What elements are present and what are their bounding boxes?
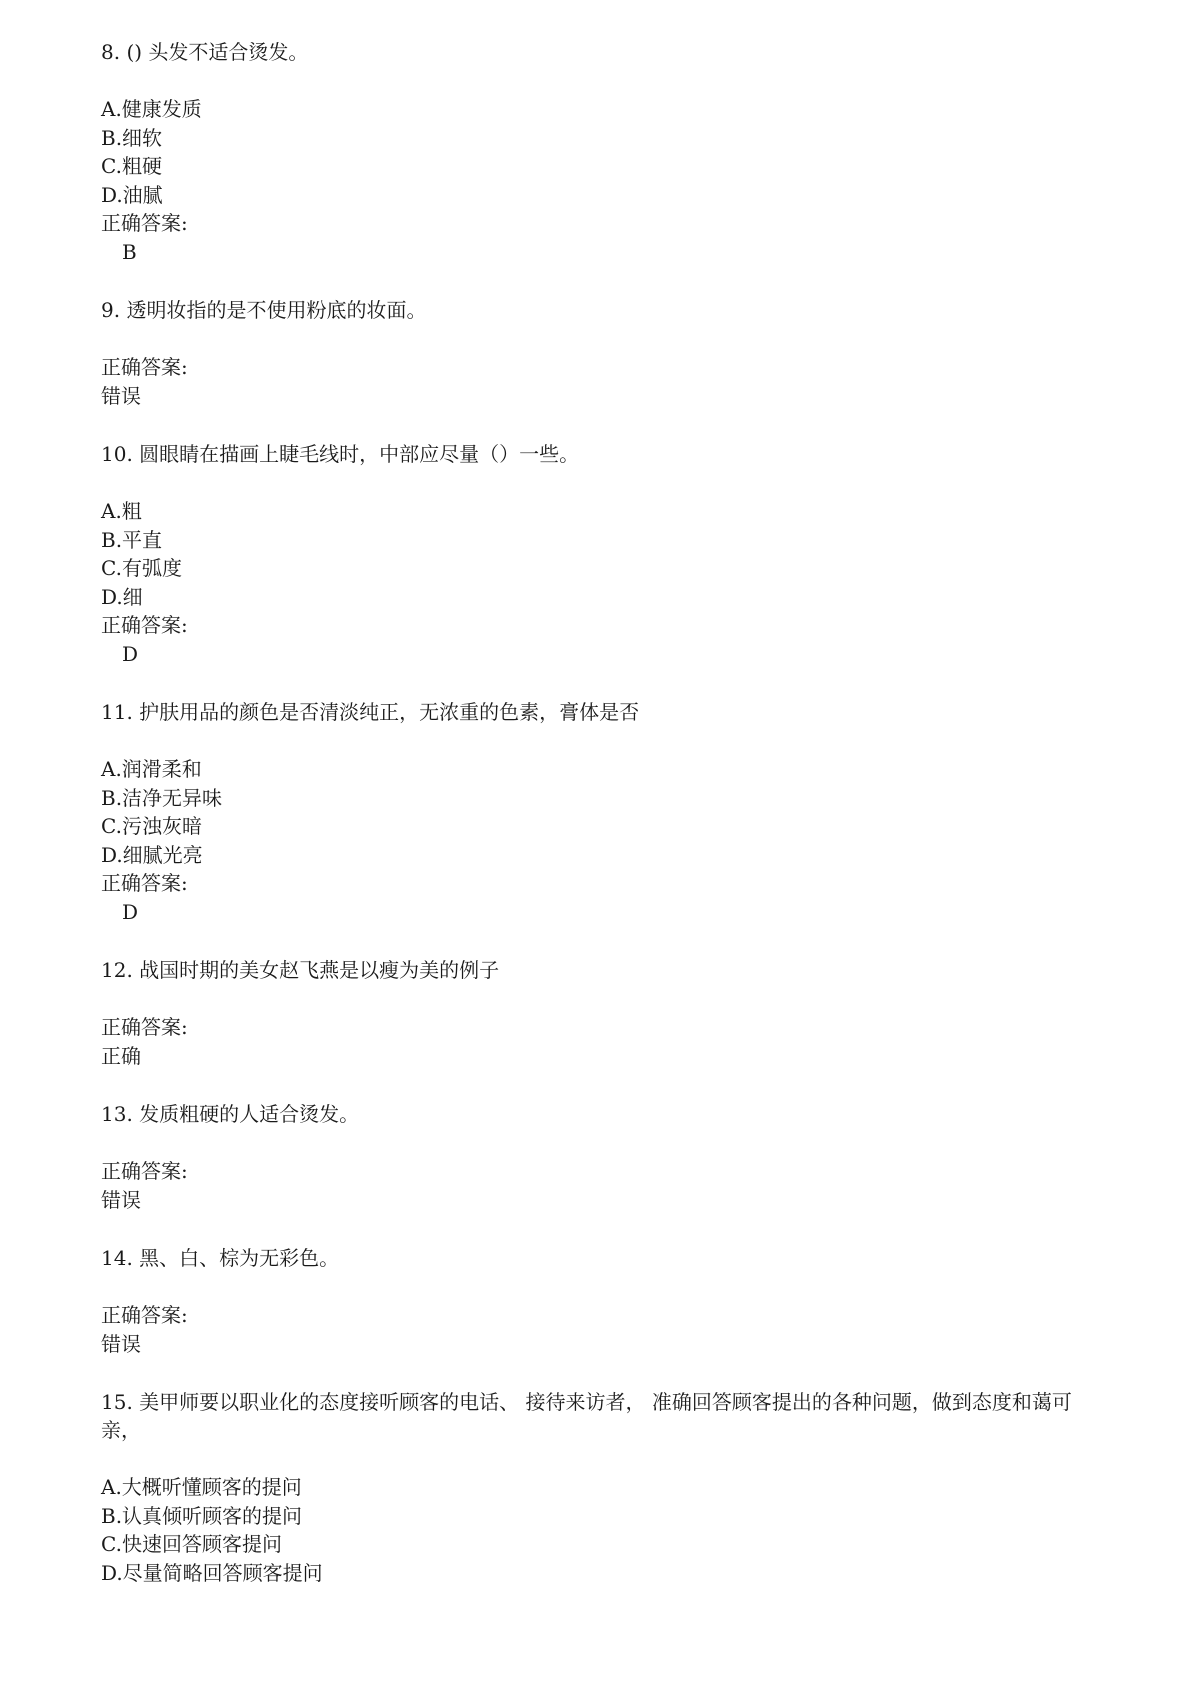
option-item: A.大概听懂顾客的提问 bbox=[101, 1475, 302, 1499]
option-item: B.洁净无异味 bbox=[101, 785, 223, 810]
question-stem: 8. () 头发不适合烫发。 bbox=[101, 40, 309, 64]
question-block bbox=[101, 1244, 1111, 1388]
answer-value: 正确 bbox=[101, 1043, 141, 1068]
question-block bbox=[101, 956, 1111, 1100]
answer-label: 正确答案: bbox=[101, 871, 188, 895]
spacer bbox=[101, 984, 1111, 1013]
question-stem: 15. 美甲师要以职业化的态度接听顾客的电话、 接待来访者， 准确回答顾客提出的各种问题，做到态度和蔼可亲， bbox=[101, 1390, 1072, 1442]
question-stem: 14. 黑、白、棕为无彩色。 bbox=[101, 1246, 340, 1270]
answer-label: 正确答案: bbox=[101, 613, 188, 637]
question-gap bbox=[101, 266, 1111, 296]
spacer bbox=[101, 726, 1111, 755]
question-block bbox=[101, 698, 1111, 956]
option-item: A.润滑柔和 bbox=[101, 757, 202, 781]
option-item: B.细软 bbox=[101, 125, 163, 150]
spacer bbox=[101, 1444, 1111, 1473]
spacer bbox=[101, 1128, 1111, 1157]
answer-value: D bbox=[122, 641, 139, 666]
option-item: A.粗 bbox=[101, 499, 142, 523]
answer-label: 正确答案: bbox=[101, 355, 188, 379]
question-gap bbox=[101, 1214, 1111, 1244]
option-item: A.健康发质 bbox=[101, 97, 202, 121]
question-gap bbox=[101, 926, 1111, 956]
option-item: C.粗硬 bbox=[101, 154, 162, 178]
option-item: D.油腻 bbox=[101, 182, 163, 207]
answer-value: B bbox=[122, 239, 137, 264]
question-block bbox=[101, 1388, 1111, 1617]
answer-value: D bbox=[122, 899, 139, 924]
answer-label: 正确答案: bbox=[101, 1159, 188, 1183]
question-stem: 13. 发质粗硬的人适合烫发。 bbox=[101, 1102, 360, 1126]
option-item: C.有弧度 bbox=[101, 556, 182, 580]
option-item: C.污浊灰暗 bbox=[101, 814, 202, 838]
question-stem: 12. 战国时期的美女赵飞燕是以瘦为美的例子 bbox=[101, 958, 500, 982]
spacer bbox=[101, 468, 1111, 497]
spacer bbox=[101, 1272, 1111, 1301]
option-list bbox=[101, 755, 1111, 869]
answer-value: 错误 bbox=[101, 383, 141, 408]
option-item: C.快速回答顾客提问 bbox=[101, 1532, 282, 1556]
question-stem: 9. 透明妆指的是不使用粉底的妆面。 bbox=[101, 298, 427, 322]
question-gap bbox=[101, 1358, 1111, 1388]
spacer bbox=[101, 66, 1111, 95]
option-item: B.认真倾听顾客的提问 bbox=[101, 1503, 303, 1528]
question-gap bbox=[101, 410, 1111, 440]
option-item: D.细 bbox=[101, 584, 143, 609]
answer-value: 错误 bbox=[101, 1187, 141, 1212]
question-block bbox=[101, 38, 1111, 296]
option-item: D.细腻光亮 bbox=[101, 842, 203, 867]
question-gap bbox=[101, 1070, 1111, 1100]
option-list bbox=[101, 95, 1111, 209]
option-list bbox=[101, 497, 1111, 611]
question-stem: 11. 护肤用品的颜色是否清淡纯正，无浓重的色素，膏体是否 bbox=[101, 700, 640, 724]
answer-label: 正确答案: bbox=[101, 1015, 188, 1039]
question-gap bbox=[101, 1587, 1111, 1617]
answer-value: 错误 bbox=[101, 1331, 141, 1356]
question-stem: 10. 圆眼睛在描画上睫毛线时，中部应尽量（）一些。 bbox=[101, 442, 580, 466]
question-gap bbox=[101, 668, 1111, 698]
option-list bbox=[101, 1473, 1111, 1587]
spacer bbox=[101, 324, 1111, 353]
question-block bbox=[101, 440, 1111, 698]
question-block bbox=[101, 1100, 1111, 1244]
answer-label: 正确答案: bbox=[101, 1303, 188, 1327]
option-item: D.尽量简略回答顾客提问 bbox=[101, 1560, 323, 1585]
option-item: B.平直 bbox=[101, 527, 163, 552]
answer-label: 正确答案: bbox=[101, 211, 188, 235]
question-block bbox=[101, 296, 1111, 440]
